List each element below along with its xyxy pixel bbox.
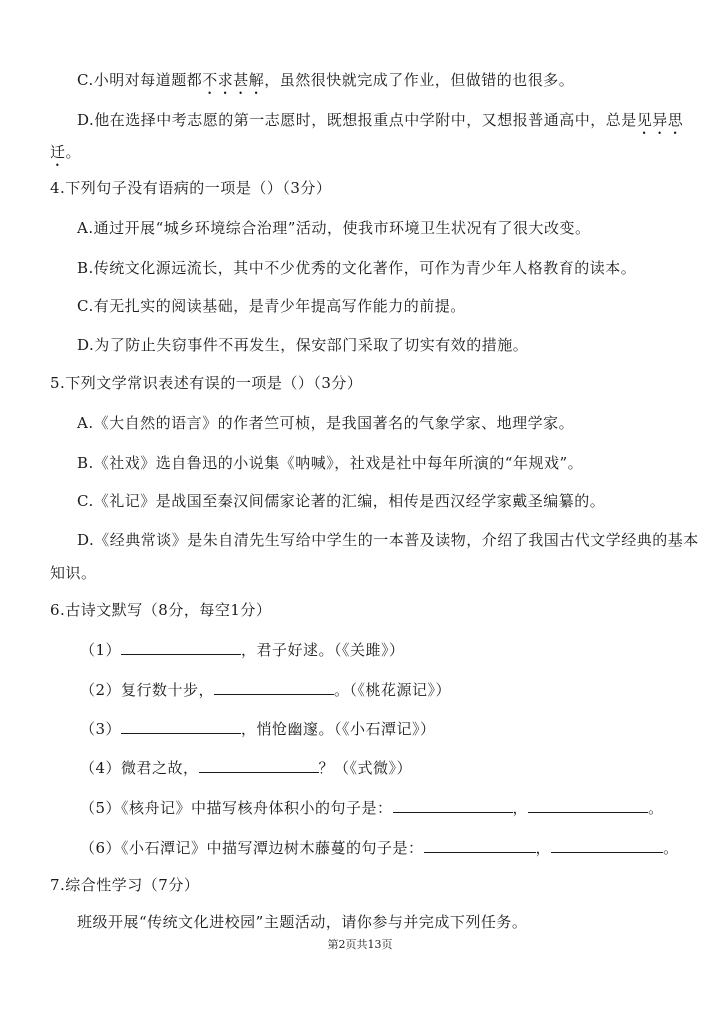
q3-option-d-line2 (50, 142, 81, 170)
q4-option-c: C.有无扎实的阅读基础，是青少年提高写作能力的前提。 (77, 297, 466, 315)
q3-option-d-line1 (77, 110, 683, 138)
answer-blank[interactable] (199, 757, 319, 773)
q6-item-4 (80, 757, 412, 778)
answer-blank[interactable] (551, 837, 663, 853)
q6-item-5-comma: ， (512, 799, 529, 817)
q6-item-3 (80, 718, 436, 739)
q6-item-5-text: （5）《核舟记》中描写核舟体积小的句子是： (80, 799, 393, 817)
answer-blank[interactable] (393, 797, 513, 813)
q5-stem: 5.下列文学常识表述有误的一项是（）（3分） (50, 374, 363, 392)
q3-option-c-text-end: ，虽然很快就完成了作业，但做错的也很多。 (264, 71, 575, 89)
q5-option-d-line1: D.《经典常谈》是朱自清先生写给中学生的一本普及读物，介绍了我国古代文学经典的基本 (77, 531, 699, 549)
q4-stem: 4.下列句子没有语病的一项是（）（3分） (50, 179, 332, 197)
q6-item-1-text: ，君子好逑。（《关雎》） (241, 641, 405, 659)
q6-stem: 6.古诗文默写（8分，每空1分） (50, 601, 272, 619)
q6-item-4-source: ？（《式微》） (318, 759, 413, 777)
answer-blank[interactable] (528, 797, 648, 813)
q5-option-a: A.《大自然的语言》的作者竺可桢，是我国著名的气象学家、地理学家。 (77, 414, 575, 432)
q3-option-c-text: C.小明对每道题都 (77, 71, 203, 89)
q3-option-c (77, 70, 574, 98)
answer-blank[interactable] (424, 837, 536, 853)
q6-item-1 (80, 639, 405, 660)
q6-item-6-text: （6）《小石潭记》中描写潭边树木藤蔓的句子是： (80, 839, 424, 857)
q3-option-d-emphasis-end: 迁 (50, 143, 66, 161)
answer-blank[interactable] (121, 639, 241, 655)
q6-item-5-period: 。 (648, 799, 664, 817)
q6-item-2-source: 。（《桃花源记》） (334, 681, 452, 699)
q7-stem: 7.综合性学习（7分） (50, 876, 200, 894)
q6-item-2 (80, 679, 451, 700)
q3-option-c-emphasis: 不求甚解 (202, 71, 265, 89)
q4-option-d: D.为了防止失窃事件不再发生，保安部门采取了切实有效的措施。 (77, 336, 529, 354)
q3-option-d-emphasis: 见异思 (636, 111, 684, 129)
q4-option-b: B.传统文化源远流长，其中不少优秀的文化著作，可作为青少年人格教育的读本。 (77, 259, 637, 277)
q3-option-d-period: 。 (65, 143, 82, 161)
q6-item-6-comma: ， (535, 839, 552, 857)
q6-item-6-period: 。 (663, 839, 679, 857)
q6-item-5 (80, 797, 664, 818)
q6-item-2-text: （2）复行数十步， (80, 681, 215, 699)
q3-option-d-text: D.他在选择中考志愿的第一志愿时，既想报重点中学附中，又想报普通高中，总是 (77, 111, 637, 129)
page-footer: 第2页共13页 (327, 938, 393, 951)
q7-intro: 班级开展“传统文化进校园”主题活动，请你参与并完成下列任务。 (77, 913, 528, 931)
q5-option-c: C.《礼记》是战国至秦汉间儒家论著的汇编，相传是西汉经学家戴圣编纂的。 (77, 492, 606, 510)
q6-item-4-text: （4）微君之故， (80, 759, 199, 777)
q6-item-6 (80, 837, 679, 858)
answer-blank[interactable] (121, 718, 241, 734)
q6-item-3-text: ，悄怆幽邃。（《小石潭记》） (241, 720, 436, 738)
q6-item-3-number: （3） (80, 720, 122, 738)
q5-option-b: B.《社戏》选自鲁迅的小说集《呐喊》，社戏是社中每年所演的“年规戏”。 (77, 454, 584, 472)
answer-blank[interactable] (214, 679, 334, 695)
q5-option-d-line2: 知识。 (50, 564, 97, 582)
q4-option-a: A.通过开展“城乡环境综合治理”活动，使我市环境卫生状况有了很大改变。 (77, 219, 591, 237)
q6-item-1-number: （1） (80, 641, 122, 659)
